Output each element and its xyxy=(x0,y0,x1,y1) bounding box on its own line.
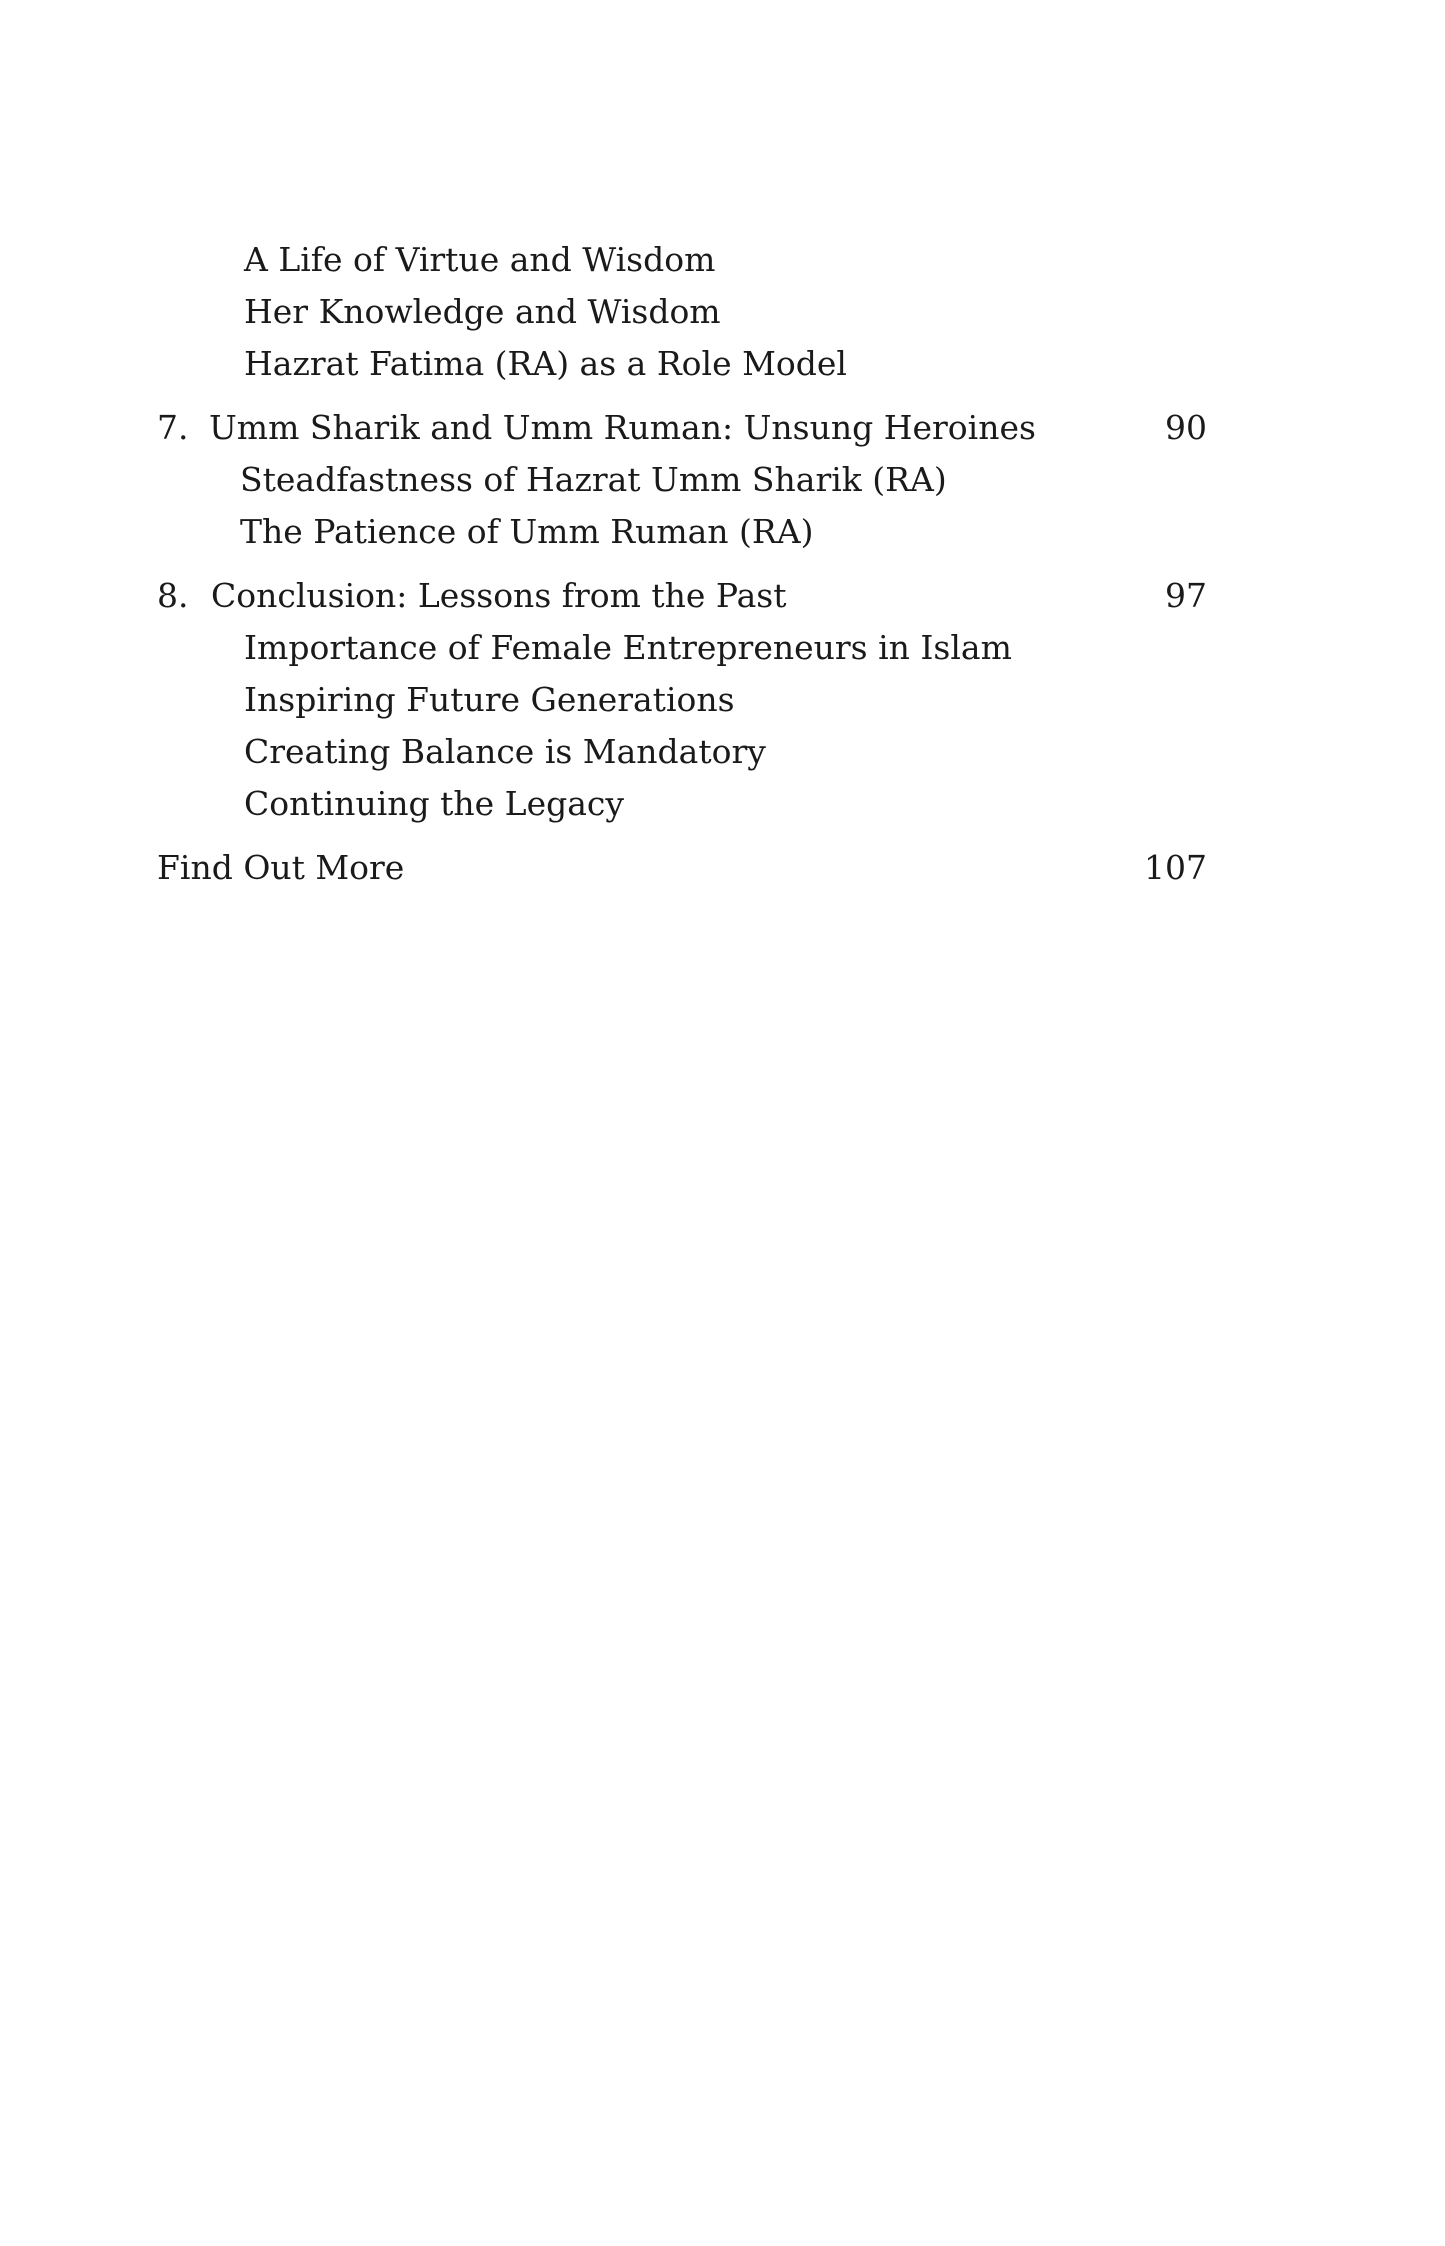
chapter-number: 7. xyxy=(157,408,189,447)
chapter-title: Conclusion: Lessons from the Past xyxy=(211,576,787,615)
toc-subitem: Her Knowledge and Wisdom xyxy=(244,292,721,331)
toc-subitem: Continuing the Legacy xyxy=(244,784,625,823)
page-number: 107 xyxy=(1144,848,1207,887)
table-of-contents xyxy=(157,234,1207,894)
toc-find-out-more xyxy=(157,842,1207,894)
toc-subitem: Hazrat Fatima (RA) as a Role Model xyxy=(244,344,847,383)
toc-chapter-8 xyxy=(157,570,1207,622)
toc-subitem: The Patience of Umm Ruman (RA) xyxy=(240,512,814,551)
page-number: 97 xyxy=(1165,576,1207,615)
toc-subitem: Importance of Female Entrepreneurs in Islam xyxy=(244,628,1012,667)
toc-subitem: Inspiring Future Generations xyxy=(244,680,735,719)
toc-subitem: Creating Balance is Mandatory xyxy=(244,732,766,771)
section-title: Find Out More xyxy=(157,848,405,887)
toc-subitem: Steadfastness of Hazrat Umm Sharik (RA) xyxy=(240,460,947,499)
toc-subitem: A Life of Virtue and Wisdom xyxy=(244,240,716,279)
chapter-title: Umm Sharik and Umm Ruman: Unsung Heroines xyxy=(209,408,1036,447)
toc-chapter-7 xyxy=(157,402,1207,454)
page-number: 90 xyxy=(1165,408,1207,447)
chapter-number: 8. xyxy=(157,576,189,615)
